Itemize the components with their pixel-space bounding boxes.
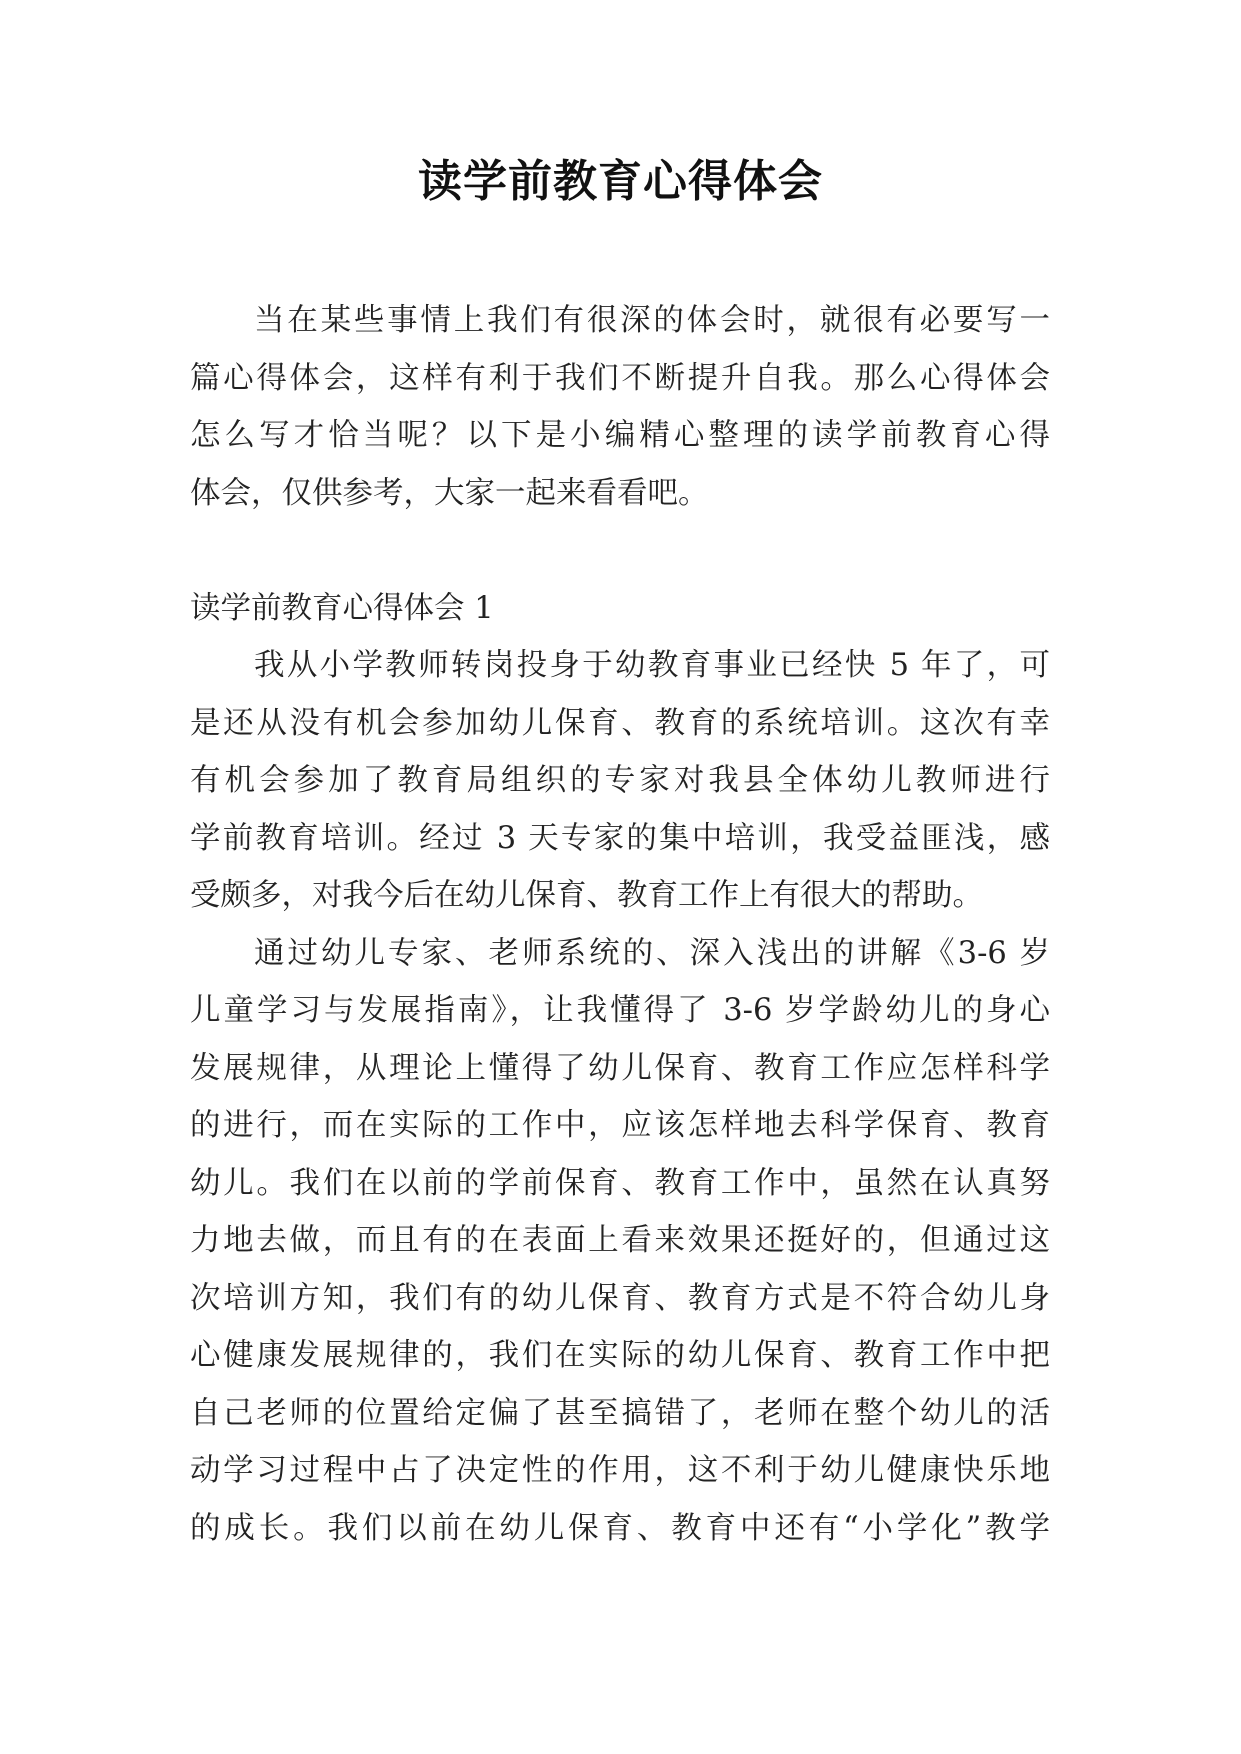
text-line: 受颇多，对我今后在幼儿保育、教育工作上有很大的帮助。 bbox=[190, 878, 983, 913]
text-line: 发展规律，从理论上懂得了幼儿保育、教育工作应怎样科学 bbox=[190, 1050, 1050, 1086]
section-heading: 读学前教育心得体会 1 bbox=[190, 590, 494, 626]
text-line: 篇心得体会，这样有利于我们不断提升自我。那么心得体会 bbox=[190, 360, 1050, 396]
intro-paragraph bbox=[190, 292, 1050, 522]
text-line: 通过幼儿专家、老师系统的、深入浅出的讲解《3-6 岁 bbox=[254, 935, 1050, 971]
text-line: 是还从没有机会参加幼儿保育、教育的系统培训。这次有幸 bbox=[190, 705, 1050, 741]
text-line: 自己老师的位置给定偏了甚至搞错了，老师在整个幼儿的活 bbox=[190, 1395, 1050, 1431]
paragraph-gap bbox=[190, 522, 1050, 580]
document-body bbox=[190, 292, 1050, 1557]
text-line: 次培训方知，我们有的幼儿保育、教育方式是不符合幼儿身 bbox=[190, 1280, 1050, 1316]
text-line: 有机会参加了教育局组织的专家对我县全体幼儿教师进行 bbox=[190, 763, 1050, 798]
body-paragraph-2 bbox=[190, 925, 1050, 1558]
text-line: 动学习过程中占了决定性的作用，这不利于幼儿健康快乐地 bbox=[190, 1453, 1050, 1488]
document-title: 读学前教育心得体会 bbox=[418, 156, 823, 207]
text-line: 怎么写才恰当呢？以下是小编精心整理的读学前教育心得 bbox=[190, 418, 1050, 453]
text-line: 儿童学习与发展指南》，让我懂得了 3-6 岁学龄幼儿的身心 bbox=[190, 993, 1050, 1028]
text-line: 幼儿。我们在以前的学前保育、教育工作中，虽然在认真努 bbox=[190, 1165, 1050, 1201]
text-line: 心健康发展规律的，我们在实际的幼儿保育、教育工作中把 bbox=[190, 1338, 1050, 1373]
text-line: 我从小学教师转岗投身于幼教育事业已经快 5 年了，可 bbox=[254, 648, 1050, 683]
text-line: 力地去做，而且有的在表面上看来效果还挺好的，但通过这 bbox=[190, 1223, 1050, 1258]
text-line: 当在某些事情上我们有很深的体会时，就很有必要写一 bbox=[254, 303, 1050, 338]
text-line: 学前教育培训。经过 3 天专家的集中培训，我受益匪浅，感 bbox=[190, 820, 1050, 856]
text-line: 的成长。我们以前在幼儿保育、教育中还有“小学化”教学 bbox=[190, 1510, 1050, 1546]
text-line: 的进行，而在实际的工作中，应该怎样地去科学保育、教育 bbox=[190, 1108, 1050, 1143]
text-line: 体会，仅供参考，大家一起来看看吧。 bbox=[190, 475, 709, 511]
body-paragraph-1 bbox=[190, 637, 1050, 925]
